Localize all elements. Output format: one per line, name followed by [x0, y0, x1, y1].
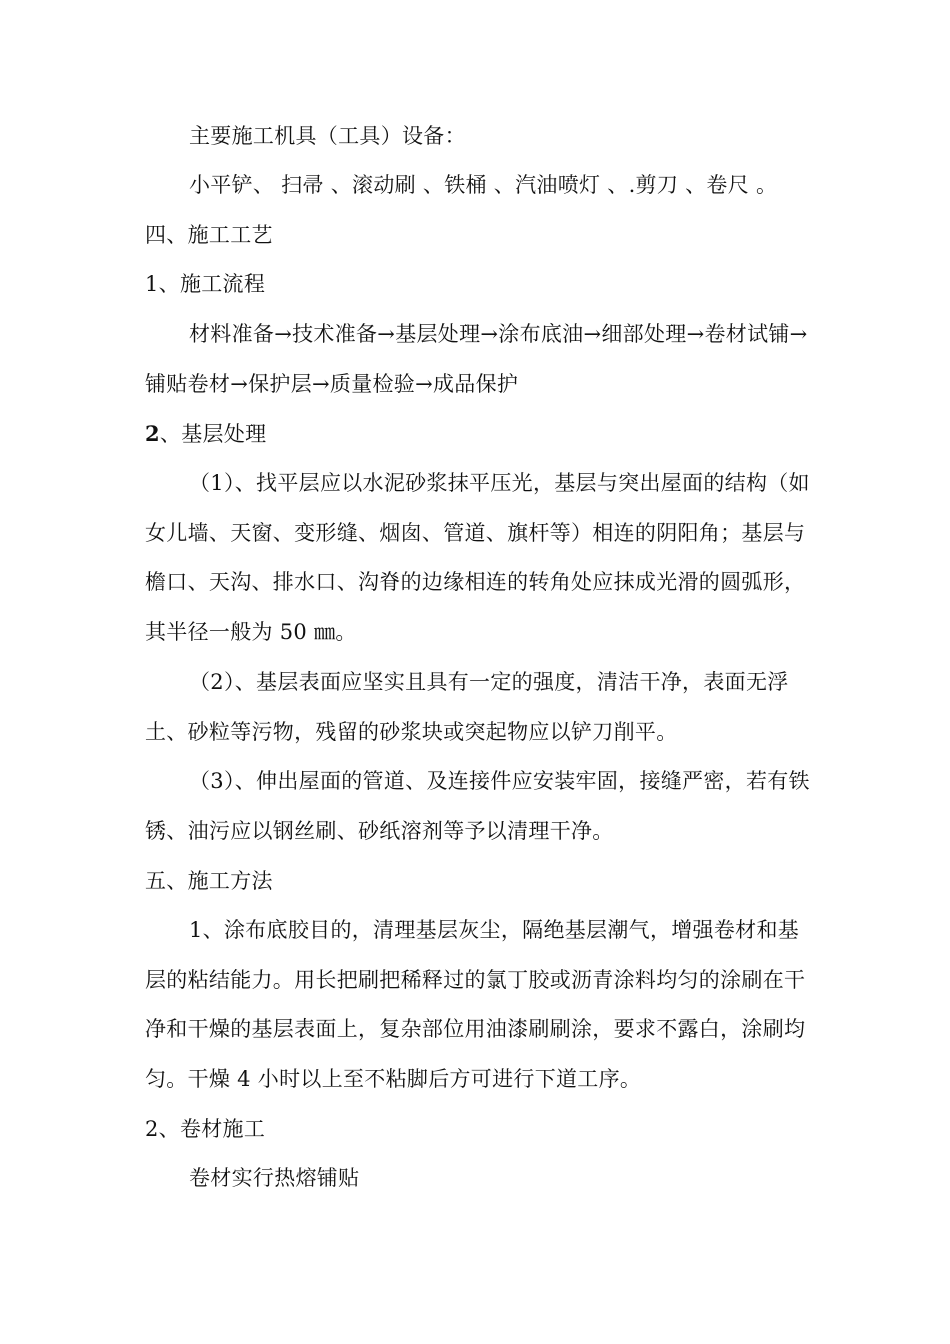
- section-5-heading: 五、施工方法: [145, 869, 273, 893]
- section-4-heading: 四、施工工艺: [145, 223, 273, 247]
- base-paragraph-2: （2）、基层表面应坚实且具有一定的强度，清洁干净，表面无浮土、砂粒等污物，残留的砂浆块或突起物应以铲刀削平。: [145, 670, 789, 744]
- roll-construction-paragraph: 卷材实行热熔铺贴: [189, 1166, 360, 1190]
- tools-list: 小平铲、 扫帚 、滚动刷 、铁桶 、汽油喷灯 、.剪刀 、卷尺 。: [189, 173, 778, 197]
- method-paragraph-1: 1、涂布底胶目的，清理基层灰尘，隔绝基层潮气，增强卷材和基层的粘结能力。用长把刷把稀释过的氯丁胶或沥青涂料均匀的涂刷在干净和干燥的基层表面上，复杂部位用油漆刷刷涂，要求不露白，涂刷均匀。干燥 4 小时以上至不粘脚后方可进行下道工序。: [145, 918, 806, 1091]
- base-treatment-number: 2: [145, 421, 160, 446]
- base-paragraph-1: （1）、找平层应以水泥砂浆抹平压光，基层与突出屋面的结构（如女儿墙、天窗、变形缝、烟囱、管道、旗杆等）相连的阴阳角；基层与檐口、天沟、排水口、沟脊的边缘相连的转角处应抹成光滑的圆弧形，其半径一般为 50 ㎜。: [145, 471, 810, 644]
- roll-construction-heading: 2、卷材施工: [145, 1117, 266, 1141]
- base-treatment-heading: [145, 409, 266, 460]
- flow-heading: 1、施工流程: [145, 272, 266, 296]
- base-paragraph-3: （3）、伸出屋面的管道、及连接件应安装牢固，接缝严密，若有铁锈、油污应以钢丝刷、砂纸溶剂等予以清理干净。: [145, 769, 810, 843]
- flow-paragraph: 材料准备→技术准备→基层处理→涂布底油→细部处理→卷材试铺→铺贴卷材→保护层→质量检验→成品保护: [145, 322, 808, 396]
- base-treatment-text: 、基层处理: [159, 422, 267, 446]
- tools-title: 主要施工机具（工具）设备：: [189, 124, 466, 148]
